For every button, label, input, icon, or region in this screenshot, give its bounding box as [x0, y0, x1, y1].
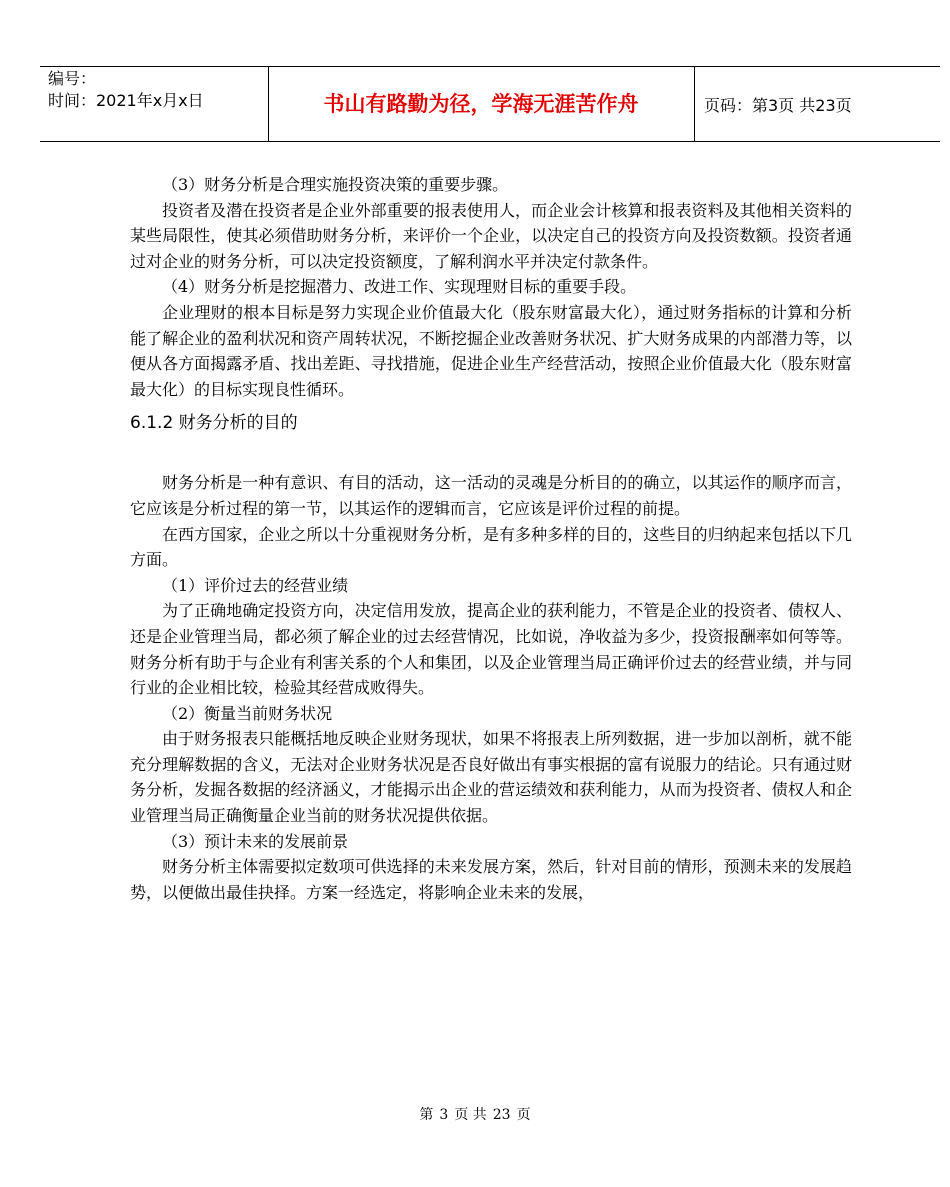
header-divider-right	[694, 66, 695, 142]
paragraph: 投资者及潜在投资者是企业外部重要的报表使用人，而企业会计核算和报表资料及其他相关资料的某些局限性，使其必须借助财务分析，来评价一个企业，以决定自己的投资方向及投资数额。投资者通过对企业的财务分析，可以决定投资额度，了解利润水平并决定付款条件。	[130, 200, 852, 271]
page-footer	[0, 1104, 950, 1124]
footer-page-number: 3	[439, 1107, 449, 1123]
paragraph: 企业理财的根本目标是努力实现企业价值最大化（股东财富最大化），通过财务指标的计算和分析能了解企业的盈利状况和资产周转状况，不断挖掘企业改善财务状况、扩大财务成果的内部潜力等，以便从各方面揭露矛盾、找出差距、寻找措施，促进企业生产经营活动，按照企业价值最大化（股东财富最大化）的目标实现良性循环。	[130, 302, 852, 399]
paragraph: 为了正确地确定投资方向，决定信用发放，提高企业的获利能力，不管是企业的投资者、债权人、还是企业管理当局，都必须了解企业的过去经营情况，比如说，净收益为多少，投资报酬率如何等等。财务分析有助于与企业有利害关系的个人和集团，以及企业管理当局正确评价过去的经营业绩，并与同行业的企业相比较，检验其经营成败得失。	[130, 601, 852, 698]
section-heading: 6.1.2 财务分析的目的	[130, 413, 298, 434]
paragraph: （4）财务分析是挖掘潜力、改进工作、实现理财目标的重要手段。	[162, 277, 637, 297]
page-header	[40, 66, 940, 142]
header-page-info: 页码：第3页 共23页	[704, 96, 852, 115]
footer-suffix: 页	[516, 1107, 531, 1123]
header-motto: 书山有路勤为径，学海无涯苦作舟	[323, 92, 639, 116]
header-top-rule	[40, 66, 940, 67]
subheading: （1）评价过去的经营业绩	[162, 575, 349, 595]
paragraph: 财务分析是一种有意识、有目的活动，这一活动的灵魂是分析目的的确立，以其运作的顺序而言，它应该是分析过程的第一节，以其运作的逻辑而言，它应该是评价过程的前提。	[130, 473, 852, 518]
paragraph: 由于财务报表只能概括地反映企业财务现状，如果不将报表上所列数据，进一步加以剖析，就不能充分理解数据的含义，无法对企业财务状况是否良好做出有事实根据的富有说服力的结论。只有通过财务分析，发掘各数据的经济涵义，才能揭示出企业的营运绩效和获利能力，从而为投资者、债权人和企业管理当局正确衡量企业当前的财务状况提供依据。	[130, 729, 852, 826]
paragraph: 财务分析主体需要拟定数项可供选择的未来发展方案，然后，针对目前的情形，预测未来的发展趋势，以便做出最佳抉择。方案一经选定，将影响企业未来的发展，	[130, 857, 852, 902]
footer-prefix: 第	[419, 1107, 434, 1123]
header-bottom-rule	[40, 141, 940, 142]
paragraph: 在西方国家，企业之所以十分重视财务分析，是有多种多样的目的，这些目的归纳起来包括以下几方面。	[130, 524, 852, 570]
document-time: 时间：2021年x月x日	[48, 91, 204, 110]
subheading: （2）衡量当前财务状况	[162, 703, 333, 723]
document-body	[130, 172, 852, 905]
document-number-label: 编号：	[48, 69, 97, 88]
paragraph: （3）财务分析是合理实施投资决策的重要步骤。	[162, 175, 509, 194]
footer-middle: 页 共	[454, 1107, 487, 1123]
header-meta	[48, 68, 204, 112]
footer-total-pages: 23	[492, 1107, 511, 1123]
subheading: （3）预计未来的发展前景	[162, 831, 349, 851]
